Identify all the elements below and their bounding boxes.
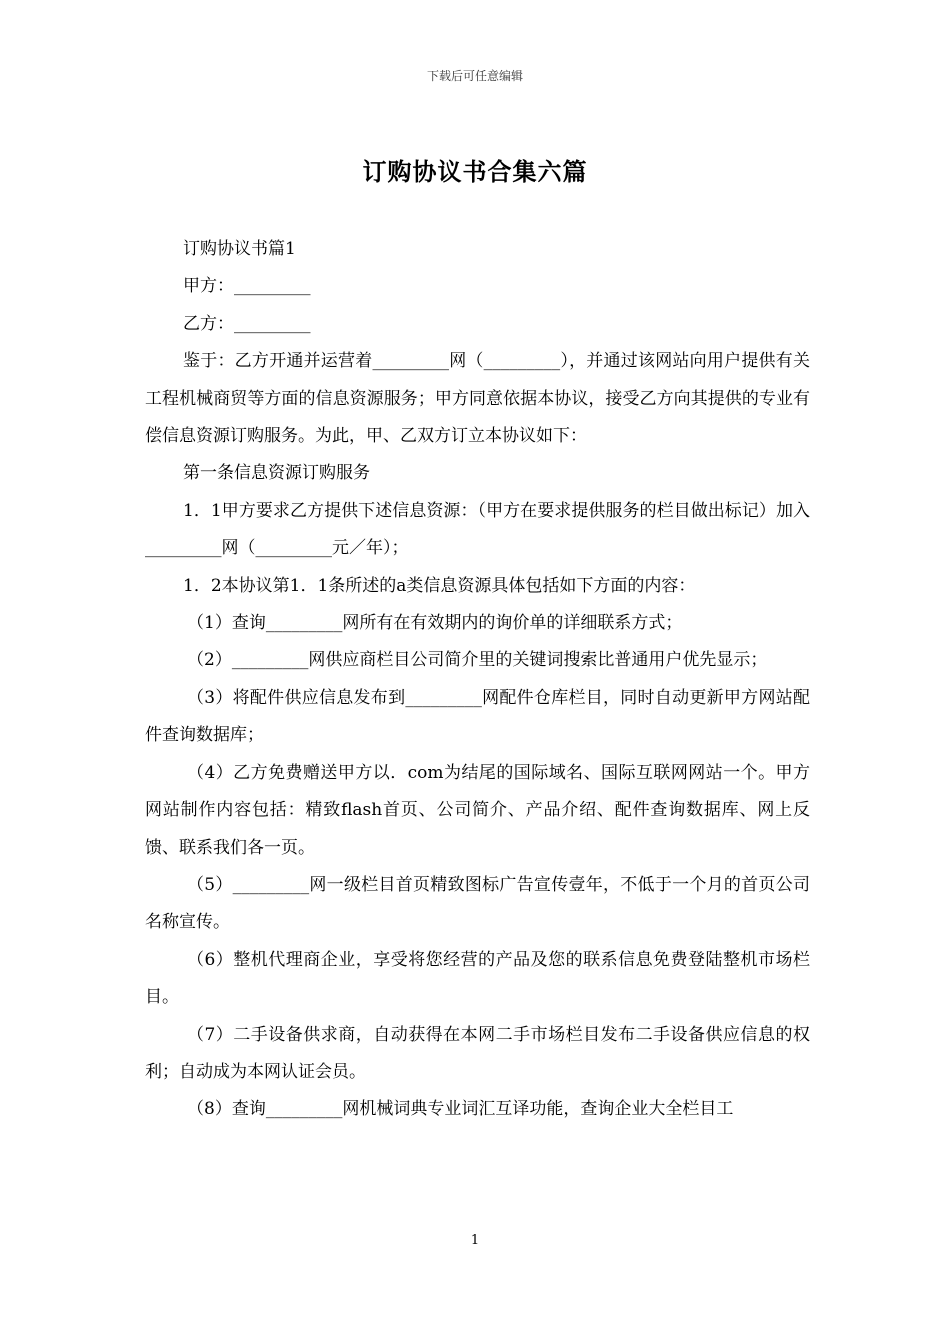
list-item-2: （2）_________网供应商栏目公司简介里的关键词搜索比普通用户优先显示；	[187, 650, 768, 671]
party-a-line: 甲方：_________	[183, 276, 311, 297]
page-header-note: 下载后可任意编辑	[426, 69, 523, 83]
list-item-6: （6）整机代理商企业，享受将您经营的产品及您的联系信息免费登陆整机市场栏目。	[145, 949, 810, 1008]
list-item-8: （8）查询_________网机械词典专业词汇互译功能，查询企业大全栏目工	[187, 1099, 734, 1120]
list-item-3: （3）将配件供应信息发布到_________网配件仓库栏目，同时自动更新甲方网站配件查询数据库；	[145, 687, 810, 746]
list-item-7: （7）二手设备供求商，自动获得在本网二手市场栏目发布二手设备供应信息的权利；自动成为本网认证会员。	[145, 1024, 810, 1082]
list-item-1: （1）查询_________网所有在有效期内的询价单的详细联系方式；	[187, 613, 683, 634]
section-heading: 订购协议书篇1	[183, 239, 296, 259]
article-heading: 第一条信息资源订购服务	[183, 463, 370, 484]
list-item-5: （5）_________网一级栏目首页精致图标广告宣传壹年，不低于一个月的首页公司名称宣传。	[145, 874, 810, 933]
list-item-4: （4）乙方免费赠送甲方以．com为结尾的国际域名、国际互联网网站一个。甲方网站制作内容包括：精致flash首页、公司简介、产品介绍、配件查询数据库、网上反馈、联系我们各一页。	[145, 762, 810, 858]
preamble-paragraph: 鉴于：乙方开通并运营着_________网（_________），并通过该网站向用户提供有关工程机械商贸等方面的信息资源服务；甲方同意依据本协议，接受乙方向其提供的专业有偿信息资源订购服务。为此，甲、乙双方订立本协议如下：	[145, 351, 810, 447]
document-body	[145, 231, 810, 1129]
page-number: 1	[470, 1233, 480, 1248]
clause-1-1: 1．1甲方要求乙方提供下述信息资源：（甲方在要求提供服务的栏目做出标记）加入_________网（_________元／年）；	[145, 500, 810, 559]
party-b-line: 乙方：_________	[183, 313, 311, 334]
document-title: 订购协议书合集六篇	[362, 157, 588, 186]
clause-1-2: 1．2本协议第1．1条所述的a类信息资源具体包括如下方面的内容：	[183, 575, 696, 596]
